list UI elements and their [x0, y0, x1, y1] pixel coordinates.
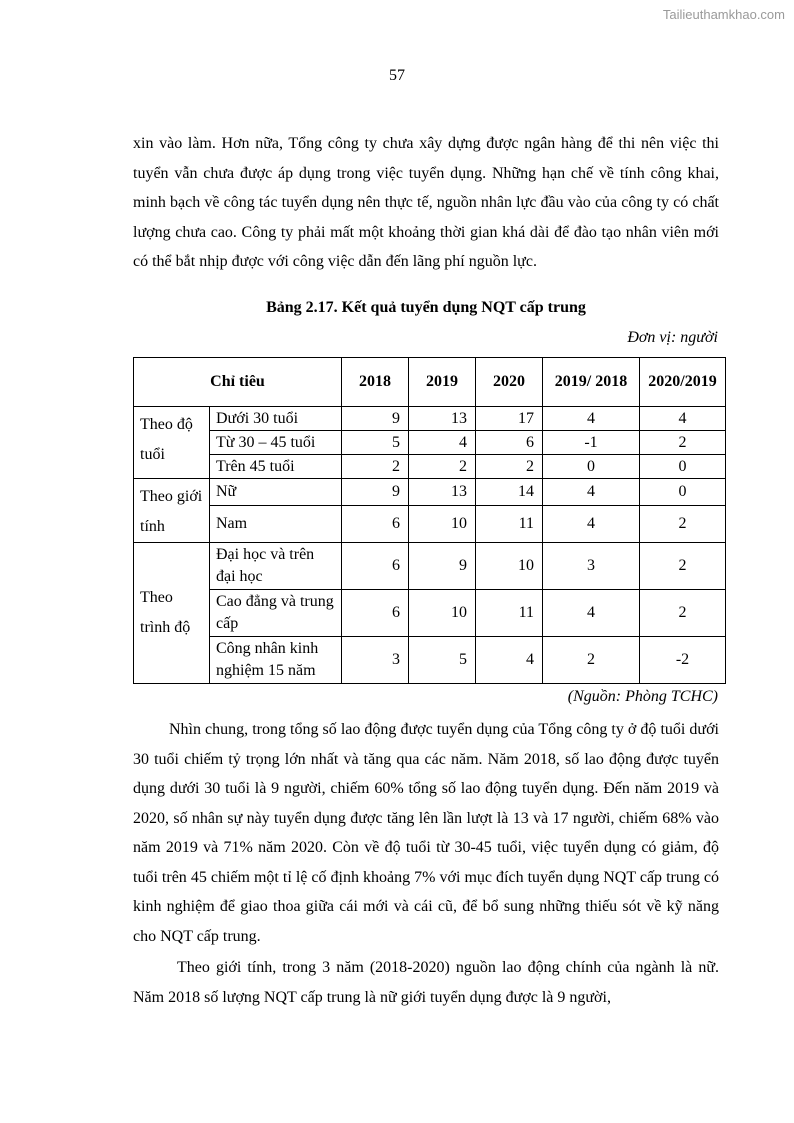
table-cell: 2 — [476, 455, 543, 479]
table-cell: 6 — [342, 590, 409, 637]
table-cell: 5 — [409, 637, 476, 684]
source-note: (Nguồn: Phòng TCHC) — [567, 688, 718, 705]
table-cell: 2 — [640, 505, 726, 542]
table-cell: 13 — [409, 479, 476, 506]
paragraph-2: Nhìn chung, trong tổng số lao động được tuyển dụng của Tổng công ty ở độ tuổi dưới 30 tuổi chiếm tỷ trọng lớn nhất và tăng qua các năm. Năm 2018, số lao động được tuyển dụng dưới 30 tuổi là 9 người, chiếm 60% tổng số lao động tuyển dụng. Đến năm 2019 và 2020, số nhân sự này tuyển dụng được tăng lên lần lượt là 13 và 17 người, chiếm 68% vào năm 2019 và 71% năm 2020. Còn về độ tuổi từ 30-45 tuổi, việc tuyển dụng có giảm, độ tuổi trên 45 chiếm một tỉ lệ cố định khoảng 7% với mục đích tuyển dụng NQT cấp trung có kinh nghiệm để giao thoa giữa cái mới và cái cũ, để bổ sung những thiếu sót về kỹ năng cho NQT cấp trung. — [133, 721, 719, 945]
header-cell: 2020 — [476, 358, 543, 407]
row-label: Từ 30 – 45 tuổi — [210, 431, 342, 455]
table-row — [134, 543, 726, 590]
unit-label: Đơn vị: người — [627, 329, 718, 346]
table-cell: 0 — [640, 455, 726, 479]
table-cell: -2 — [640, 637, 726, 684]
group-label: Theo độ tuổi — [134, 407, 210, 479]
table-cell: 0 — [640, 479, 726, 506]
paragraph-3: Theo giới tính, trong 3 năm (2018-2020) nguồn lao động chính của ngành là nữ. Năm 2018 số lượng NQT cấp trung là nữ giới tuyển dụng được là 9 người, — [133, 959, 719, 1006]
table-cell: 4 — [543, 505, 640, 542]
header-cell: 2019/ 2018 — [543, 358, 640, 407]
table-cell: 11 — [476, 590, 543, 637]
table-cell: -1 — [543, 431, 640, 455]
table-cell: 13 — [409, 407, 476, 431]
table-cell: 6 — [476, 431, 543, 455]
watermark: Tailieuthamkhao.com — [662, 7, 785, 22]
header-cell: Chỉ tiêu — [134, 358, 342, 407]
header-cell: 2020/2019 — [640, 358, 726, 407]
table-cell: 4 — [409, 431, 476, 455]
table-cell: 4 — [476, 637, 543, 684]
table-cell: 11 — [476, 505, 543, 542]
table-caption: Bảng 2.17. Kết quả tuyển dụng NQT cấp trung — [266, 299, 586, 316]
table-header-row — [134, 358, 726, 407]
table-row — [134, 505, 726, 542]
table-cell: 9 — [342, 407, 409, 431]
row-label: Công nhân kinh nghiệm 15 năm — [210, 637, 342, 684]
table-cell: 5 — [342, 431, 409, 455]
table-cell: 10 — [409, 505, 476, 542]
table-cell: 10 — [409, 590, 476, 637]
page-number: 57 — [389, 67, 405, 84]
table-cell: 2 — [543, 637, 640, 684]
table-cell: 9 — [342, 479, 409, 506]
row-label: Nam — [210, 505, 342, 542]
table-cell: 9 — [409, 543, 476, 590]
table-cell: 6 — [342, 543, 409, 590]
table-row — [134, 590, 726, 637]
table-cell: 10 — [476, 543, 543, 590]
recruitment-table — [133, 357, 726, 684]
row-label: Nữ — [210, 479, 342, 506]
table-cell: 2 — [640, 431, 726, 455]
table-cell: 2 — [342, 455, 409, 479]
row-label: Đại học và trên đại học — [210, 543, 342, 590]
header-cell: 2019 — [409, 358, 476, 407]
table-cell: 4 — [543, 479, 640, 506]
table-cell: 6 — [342, 505, 409, 542]
table-cell: 4 — [543, 407, 640, 431]
table-row — [134, 479, 726, 506]
table-row — [134, 637, 726, 684]
table-cell: 3 — [543, 543, 640, 590]
table-cell: 3 — [342, 637, 409, 684]
table-cell: 2 — [409, 455, 476, 479]
row-label: Dưới 30 tuổi — [210, 407, 342, 431]
table-cell: 17 — [476, 407, 543, 431]
table-row — [134, 431, 726, 455]
table-cell: 2 — [640, 590, 726, 637]
row-label: Trên 45 tuổi — [210, 455, 342, 479]
table-cell: 14 — [476, 479, 543, 506]
table-cell: 4 — [543, 590, 640, 637]
group-label: Theo trình độ — [134, 543, 210, 684]
paragraph-1: xin vào làm. Hơn nữa, Tổng công ty chưa xây dựng được ngân hàng để thi nên việc thi tuyển vẫn chưa được áp dụng trong việc tuyển dụng. Những hạn chế về tính công khai, minh bạch về công tác tuyển dụng nên thực tế, nguồn nhân lực đầu vào của công ty có chất lượng chưa cao. Công ty phải mất một khoảng thời gian khá dài để đào tạo nhân viên mới có thể bắt nhịp được với công việc dẫn đến lãng phí nguồn lực. — [133, 135, 719, 270]
header-cell: 2018 — [342, 358, 409, 407]
table-row — [134, 407, 726, 431]
table-cell: 2 — [640, 543, 726, 590]
table-cell: 0 — [543, 455, 640, 479]
group-label: Theo giới tính — [134, 479, 210, 543]
table-cell: 4 — [640, 407, 726, 431]
row-label: Cao đẳng và trung cấp — [210, 590, 342, 637]
table-row — [134, 455, 726, 479]
